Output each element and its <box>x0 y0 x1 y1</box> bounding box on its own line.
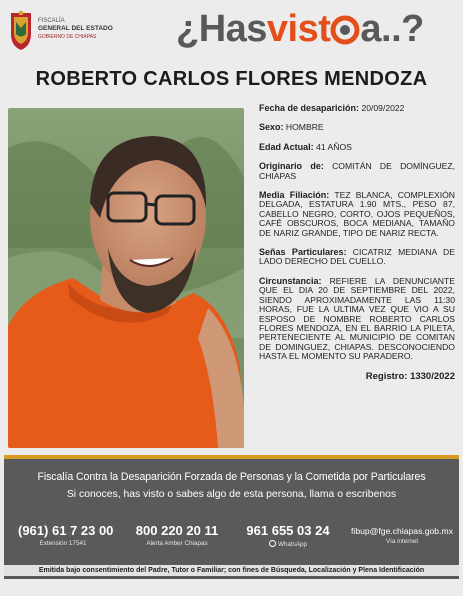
circunstancia-label: Circunstancia: <box>259 275 322 286</box>
sexo-label: Sexo: <box>259 122 284 133</box>
fecha-value: 20/09/2022 <box>361 103 405 113</box>
detail-edad <box>259 143 455 152</box>
senas-value: CICATRIZ MEDIANA DE LADO DERECHO DEL CUELLO. <box>259 247 455 267</box>
logo-line-1: FISCALÍA <box>38 18 65 24</box>
disclaimer: Emitida bajo consentimiento del Padre, Tutor o Familiar; con fines de Búsqueda, Localización y Plena Identificación <box>4 565 459 576</box>
logo-line-2: GENERAL DEL ESTADO <box>38 25 113 32</box>
sexo-value: HOMBRE <box>285 122 324 133</box>
origen-value: COMITÁN DE DOMÍNGUEZ, CHIAPAS <box>259 161 455 181</box>
senas-label: Señas Particulares: <box>259 247 347 258</box>
contact-number[interactable]: 961 655 03 24 <box>246 523 330 538</box>
detail-filiacion <box>259 191 455 238</box>
logo-line-3: GOBIERNO DE CHIAPAS <box>38 34 97 40</box>
detail-origen <box>259 162 455 181</box>
contact-caption-row <box>240 540 336 548</box>
contact-caption: WhatsApp <box>277 541 308 548</box>
circunstancia-value: REFIERE LA DENUNCIANTE QUE EL DIA 20 DE SEPTIEMBRE DEL 2022, SIENDO APROXIMADAMENTE LAS 11:30 HORAS, FUE LA ULTIMA VEZ QUE VIO A SU ESPOSO DE NOMBRE ROBERTO CARLOS FLORES MENDOZA, EN EL BARRIO LA PILETA, PERTENECIENTE AL MUNICIPIO DE COMITAN DE DOMINGUEZ, CHIAPAS. DESCONOCIENDO HASTA EL MOMENTO SU PARADERO. <box>259 275 455 362</box>
edad-label: Edad Actual: <box>259 141 314 152</box>
filiacion-value: TEZ BLANCA, COMPLEXIÓN DELGADA, ESTATURA 1.90 MTS., PESO 87, CABELLO NEGRO, CORTO, OJOS PEQUEÑOS, CAFÉ OBSCUROS, BOCA MEDIANA, TAMAÑO DE NARIZ GRANDE, TIPO DE NARIZ RECTA. <box>259 190 456 238</box>
contact-phone-fiscalia[interactable] <box>18 523 114 547</box>
filiacion-label: Media Filiación: <box>259 190 330 201</box>
person-details <box>259 104 455 381</box>
registro-number: Registro: 1330/2022 <box>365 370 455 382</box>
chiapas-seal-icon <box>8 10 34 52</box>
contact-whatsapp[interactable] <box>240 523 336 548</box>
contact-caption: Vía internet <box>385 538 419 545</box>
person-name: ROBERTO CARLOS FLORES MENDOZA <box>35 68 428 90</box>
contact-footer <box>4 455 459 579</box>
detail-fecha <box>259 104 455 113</box>
contact-number[interactable]: 800 220 20 11 <box>135 523 219 538</box>
footer-agency: Fiscalía Contra la Desaparición Forzada de Personas y la Cometida por Particulares <box>37 471 426 483</box>
campaign-title <box>176 8 424 52</box>
detail-circunstancia <box>259 277 455 362</box>
campaign-title-part1: ¿Has <box>176 8 267 50</box>
contact-email[interactable] <box>350 523 454 545</box>
contact-caption: Alerta Amber Chiapas <box>146 540 208 547</box>
fiscalia-logo <box>8 8 138 56</box>
footer-call-to-action: Si conoces, has visto o sabes algo de esta persona, llama o escribenos <box>66 489 397 500</box>
origen-label: Originario de: <box>259 161 324 172</box>
contact-number[interactable]: (961) 61 7 23 00 <box>18 523 114 538</box>
contact-email-address[interactable]: fibup@fge.chiapas.gob.mx <box>351 526 453 536</box>
edad-value: 41 AÑOS <box>316 141 352 152</box>
eye-icon <box>330 15 360 45</box>
fecha-label: Fecha de desaparición: <box>259 103 360 113</box>
whatsapp-icon <box>269 540 276 547</box>
person-photo <box>8 108 244 448</box>
detail-sexo <box>259 123 455 132</box>
campaign-title-part3: a..? <box>360 8 424 50</box>
campaign-title-orange: vist <box>266 8 331 50</box>
contact-phone-amber[interactable] <box>132 523 222 547</box>
detail-senas <box>259 248 455 267</box>
contact-caption: Extensión 17541 <box>39 540 87 547</box>
